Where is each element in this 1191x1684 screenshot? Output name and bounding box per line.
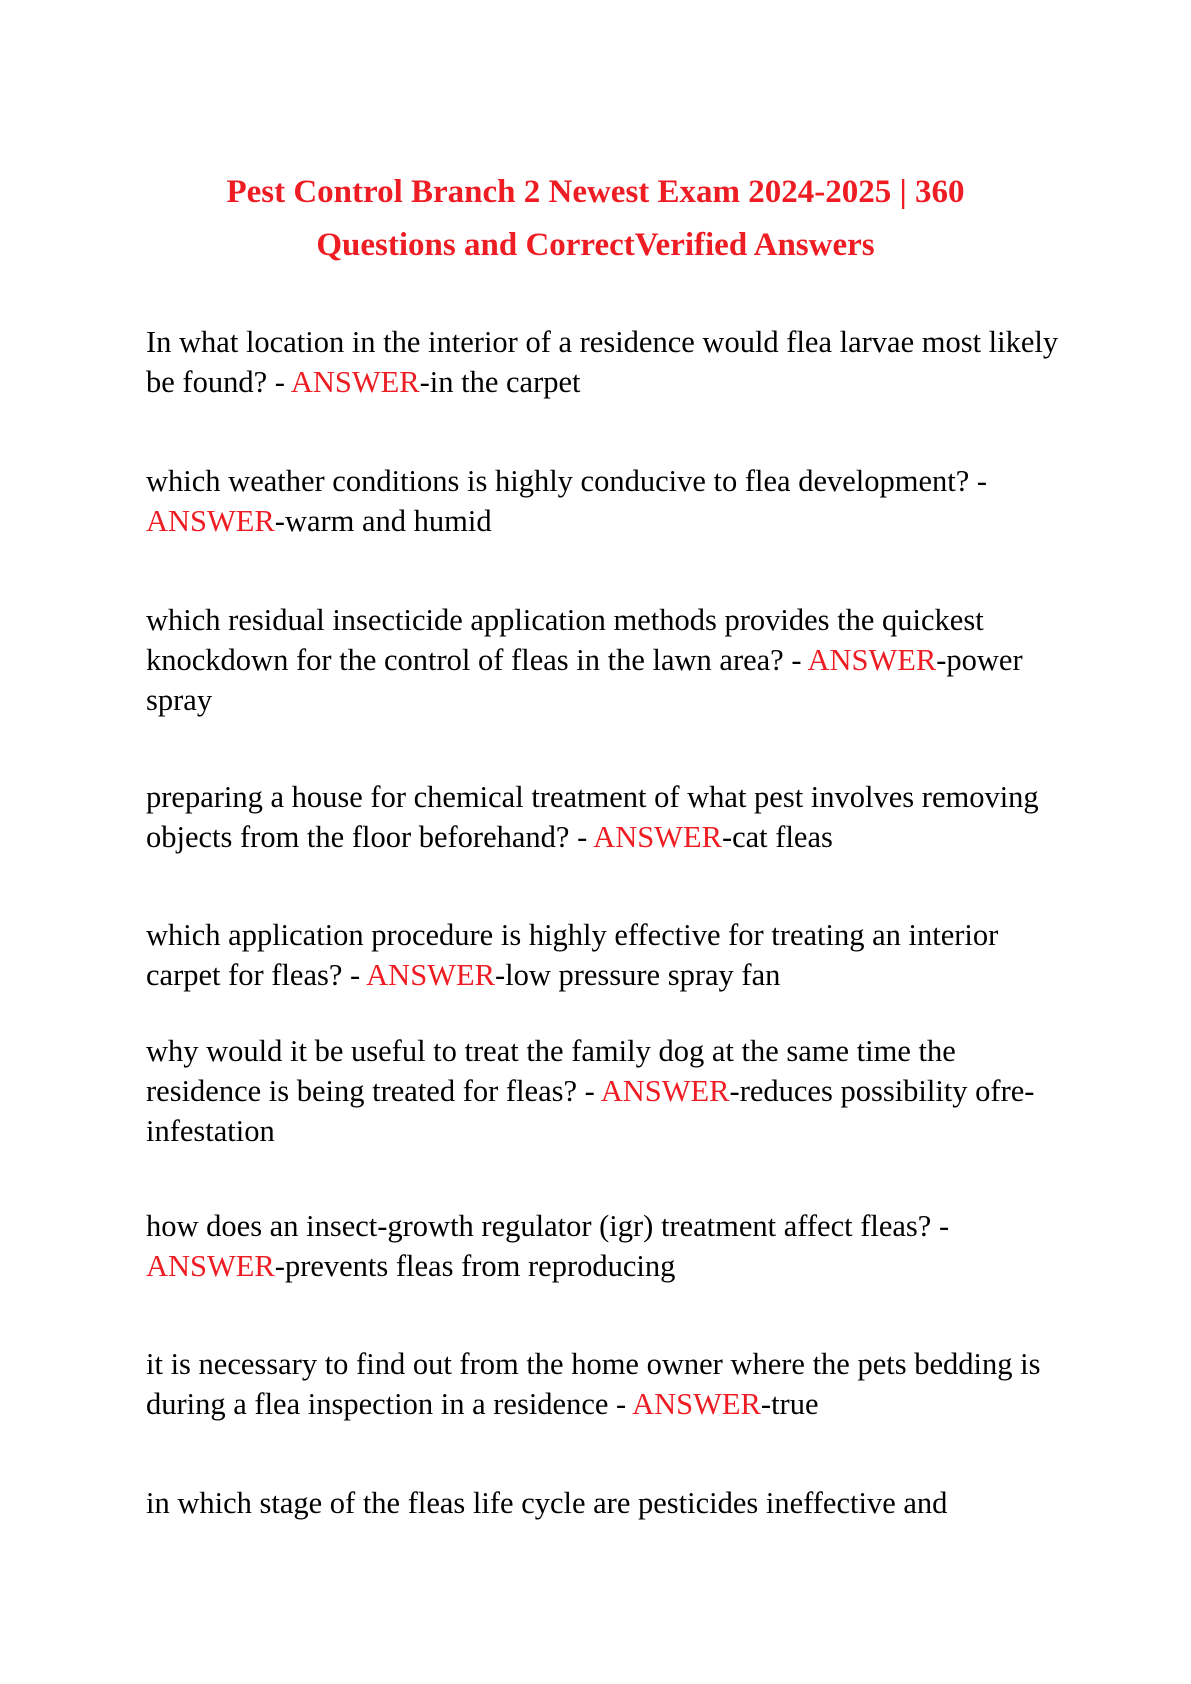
answer-text: -cat fleas [721, 820, 833, 854]
question-text: which application procedure is highly effective for treating an interior carpet for fleas? - [146, 918, 999, 992]
question-text: In what location in the interior of a residence would flea larvae most likely be found? - [146, 325, 1059, 399]
qa-item-4 [146, 777, 1076, 857]
question-text: how does an insect-growth regulator (igr) treatment affect fleas? - [146, 1209, 950, 1243]
question-text: why would it be useful to treat the family dog at the same time the residence is being treated for fleas? - [146, 1034, 956, 1108]
answer-label: ANSWER [290, 365, 420, 399]
answer-text: -warm and humid [274, 504, 492, 538]
qa-item-2 [146, 461, 1076, 541]
answer-text: -reduces possibility ofre-infestation [146, 1074, 1035, 1148]
answer-label: ANSWER [146, 504, 275, 538]
answer-text: -in the carpet [419, 365, 581, 399]
question-text: preparing a house for chemical treatment of what pest involves removing objects from the floor beforehand? - [146, 780, 1039, 854]
answer-text: -prevents fleas from reproducing [274, 1249, 676, 1283]
question-text: in which stage of the fleas life cycle are pesticides ineffective and [146, 1486, 948, 1520]
answer-label: ANSWER [366, 958, 495, 992]
answer-label: ANSWER [146, 1249, 275, 1283]
qa-item-3 [146, 600, 1076, 720]
question-text: which residual insecticide application methods provides the quickest knockdown for the control of fleas in the lawn area? - [146, 603, 984, 677]
document-title: Pest Control Branch 2 Newest Exam 2024-2025 | 360 Questions and CorrectVerified Answers [226, 174, 965, 263]
qa-item-6 [146, 1031, 1076, 1151]
answer-text: -low pressure spray fan [494, 958, 781, 992]
answer-text: -power spray [146, 643, 1023, 717]
qa-item-5 [146, 915, 1076, 995]
answer-label: ANSWER [600, 1074, 730, 1108]
qa-item-1 [146, 322, 1076, 402]
question-text: it is necessary to find out from the home owner where the pets bedding is during a flea inspection in a residence - [146, 1347, 1041, 1421]
question-text: which weather conditions is highly conducive to flea development? - [146, 464, 988, 498]
qa-item-8 [146, 1344, 1076, 1424]
answer-text: -true [760, 1387, 819, 1421]
answer-label: ANSWER [807, 643, 937, 677]
answer-label: ANSWER [632, 1387, 761, 1421]
answer-label: ANSWER [593, 820, 722, 854]
qa-item-7 [146, 1206, 1076, 1286]
qa-item-9 [146, 1483, 1076, 1523]
